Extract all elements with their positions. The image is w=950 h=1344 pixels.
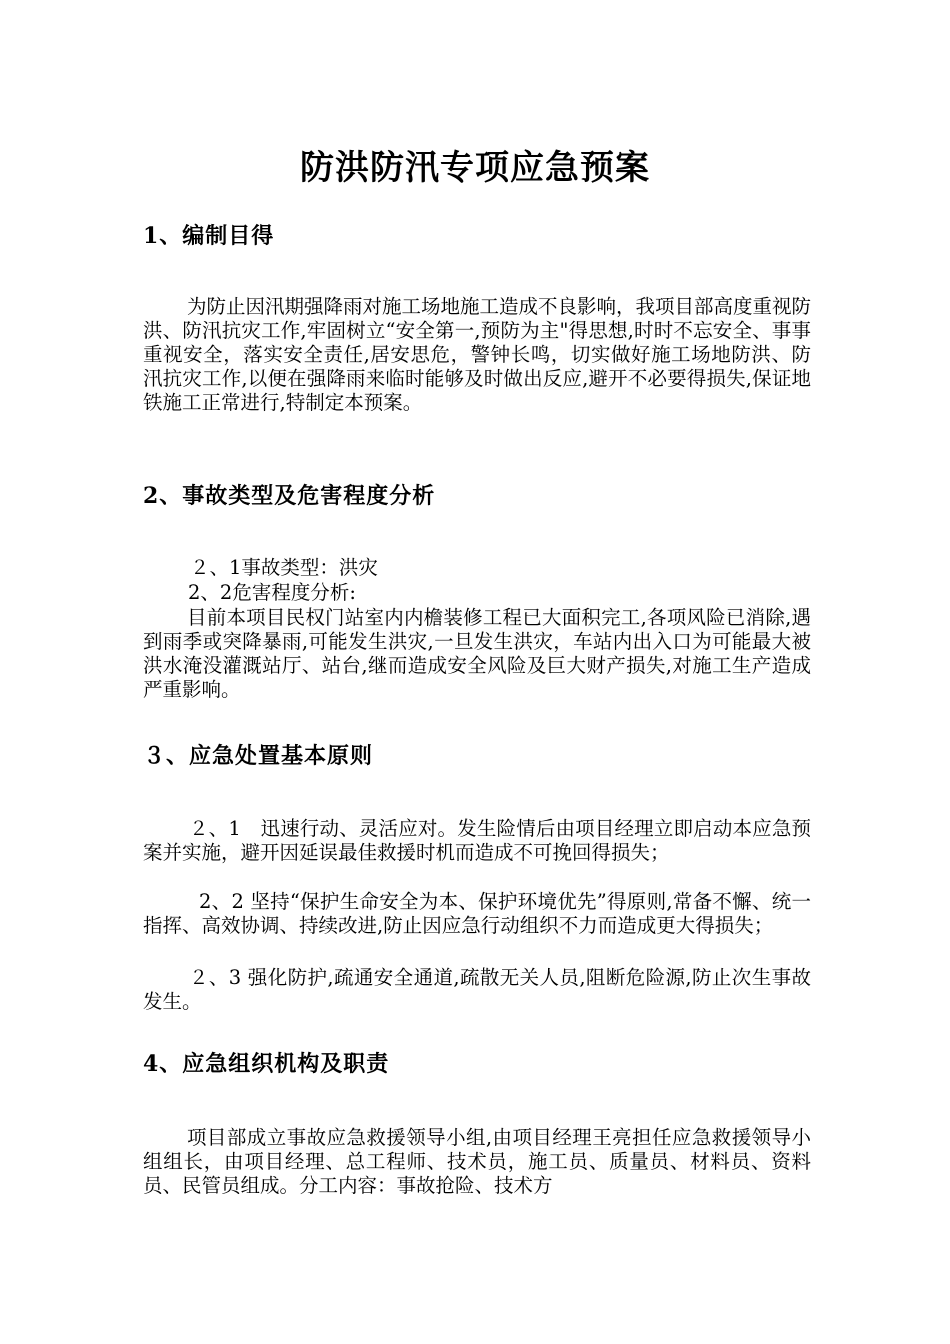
section-3-paragraph-3: ２、3 强化防护,疏通安全通道,疏散无关人员,阻断危险源,防止次生事故发生。: [143, 966, 811, 1013]
section-1-paragraph: 为防止因汛期强降雨对施工场地施工造成不良影响，我项目部高度重视防洪、防汛抗灾工作,牢固树立“安全第一,预防为主"得思想,时时不忘安全、事事重视安全，落实安全责任,居安思危，警钟长鸣，切实做好施工场地防洪、防汛抗灾工作,以便在强降雨来临时能够及时做出反应,避开不必要得损失,保证地铁施工正常进行,特制定本预案。: [143, 295, 812, 414]
section-heading-4: 4、应急组织机构及职责: [143, 1051, 390, 1077]
section-heading-1: 1、编制目得: [143, 223, 275, 249]
section-3-paragraph-2: 2、2 坚持“保护生命安全为本、保护环境优先”得原则,常备不懈、统一指挥、高效协调、持续改进,防止因应急行动组织不力而造成更大得损失；: [143, 890, 811, 937]
section-2-line-accident-type: ２、1事故类型：洪灾: [190, 556, 378, 579]
section-4-paragraph: 项目部成立事故应急救援领导小组,由项目经理王亮担任应急救援领导小组组长，由项目经理、总工程师、技术员，施工员、质量员、材料员、资料员、民管员组成。分工内容：事故抢险、技术方: [143, 1126, 811, 1197]
section-heading-3: ３、应急处置基本原则: [143, 743, 374, 769]
section-heading-2: 2、事故类型及危害程度分析: [143, 483, 436, 509]
section-3-paragraph-1: ２、1 迅速行动、灵活应对。发生险情后由项目经理立即启动本应急预案并实施，避开因延误最佳救援时机而造成不可挽回得损失；: [143, 817, 811, 864]
document-title: 防洪防汛专项应急预案: [300, 148, 650, 188]
section-2-line-hazard-analysis: 2、2危害程度分析:: [188, 581, 356, 604]
section-2-paragraph: 目前本项目民权门站室内内檐装修工程已大面积完工,各项风险已消除,遇到雨季或突降暴雨,可能发生洪灾,一旦发生洪灾，车站内出入口为可能最大被洪水淹没灌溉站厅、站台,继而造成安全风险及巨大财产损失,对施工生产造成严重影响。: [143, 606, 811, 701]
